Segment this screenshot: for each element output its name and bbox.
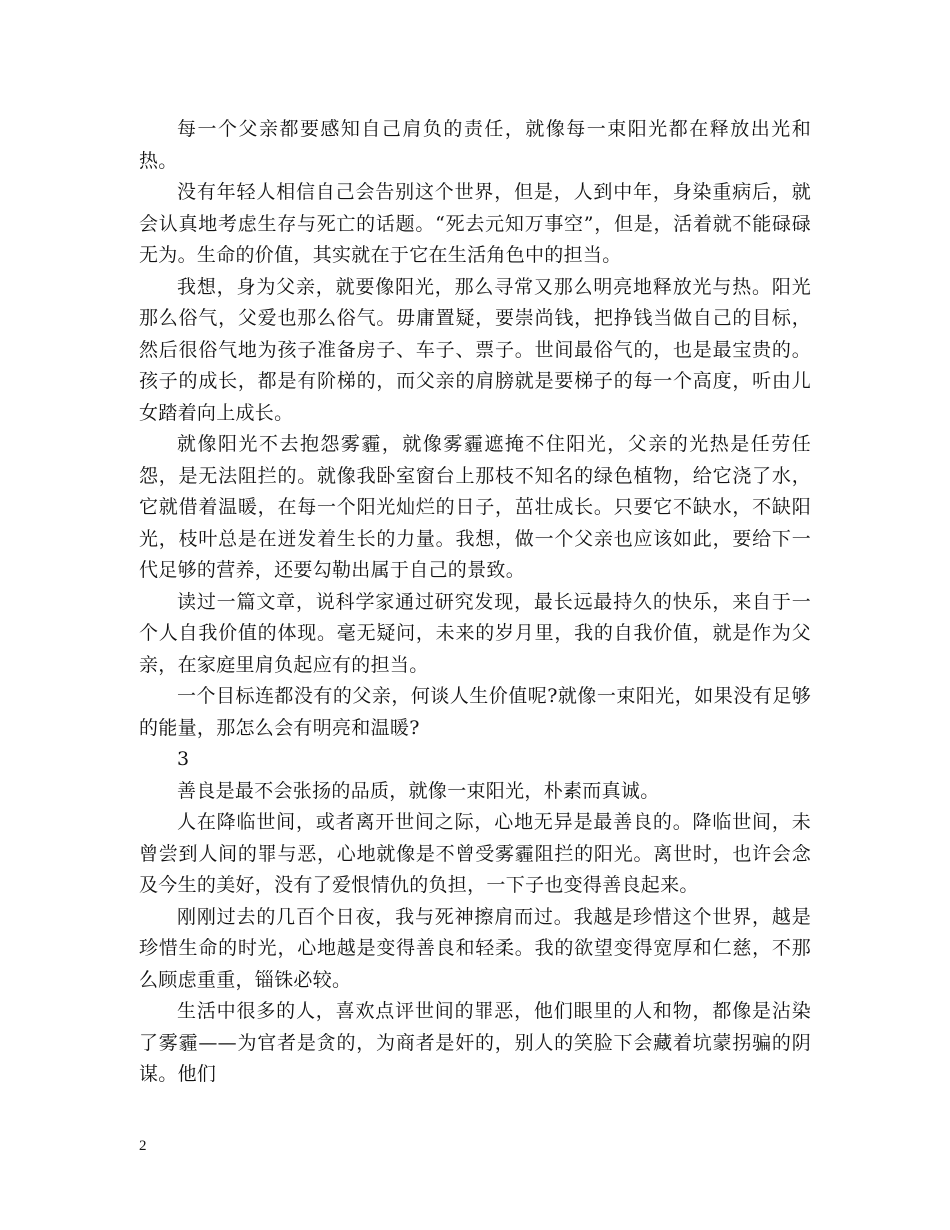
paragraph: 就像阳光不去抱怨雾霾，就像雾霾遮掩不住阳光，父亲的光热是任劳任怨，是无法阻拦的。就像我卧室窗台上那枝不知名的绿色植物，给它浇了水，它就借着温暖，在每一个阳光灿烂的日子，茁壮成长。只要它不缺水，不缺阳光，枝叶总是在迸发着生长的力量。我想，做一个父亲也应该如此，要给下一代足够的营养，还要勾勒出属于自己的景致。 <box>139 433 811 581</box>
paragraph: 每一个父亲都要感知自己肩负的责任，就像每一束阳光都在释放出光和热。 <box>139 118 811 172</box>
page-number: 2 <box>139 1138 147 1154</box>
paragraph: 善良是最不会张扬的品质，就像一束阳光，朴素而真诚。 <box>177 779 660 802</box>
body-text <box>139 114 811 1091</box>
paragraph: 刚刚过去的几百个日夜，我与死神擦肩而过。我越是珍惜这个世界，越是珍惜生命的时光，心地越是变得善良和轻柔。我的欲望变得宽厚和仁慈，不那么顾虑重重，锱铢必较。 <box>139 905 811 991</box>
paragraph: 生活中很多的人，喜欢点评世间的罪恶，他们眼里的人和物，都像是沾染了雾霾——为官者是贪的，为商者是奸的，别人的笑脸下会藏着坑蒙拐骗的阴谋。他们 <box>139 1000 811 1085</box>
paragraph: 读过一篇文章，说科学家通过研究发现，最长远最持久的快乐，来自于一个人自我价值的体现。毫无疑问，未来的岁月里，我的自我价值，就是作为父亲，在家庭里肩负起应有的担当。 <box>139 590 811 676</box>
paragraph: 人在降临世间，或者离开世间之际，心地无异是最善良的。降临世间，未曾尝到人间的罪与恶，心地就像是不曾受雾霾阻拦的阳光。离世时，也许会念及今生的美好，没有了爱恨情仇的负担，一下子也变得善良起来。 <box>139 811 811 896</box>
paragraph: 我想，身为父亲，就要像阳光，那么寻常又那么明亮地释放光与热。阳光那么俗气，父爱也那么俗气。毋庸置疑，要崇尚钱，把挣钱当做自己的目标，然后很俗气地为孩子准备房子、车子、票子。世间最俗气的，也是最宝贵的。孩子的成长，都是有阶梯的，而父亲的肩膀就是要梯子的每一个高度，听由儿女踏着向上成长。 <box>139 275 811 424</box>
paragraph: 没有年轻人相信自己会告别这个世界，但是，人到中年，身染重病后，就会认真地考虑生存与死亡的话题。“死去元知万事空”，但是，活着就不能碌碌无为。生命的价值，其实就在于它在生活角色中的担当。 <box>139 181 811 266</box>
section-number: 3 <box>177 748 190 770</box>
paragraph: 一个目标连都没有的父亲，何谈人生价值呢?就像一束阳光，如果没有足够的能量，那怎么会有明亮和温暖? <box>139 685 811 739</box>
